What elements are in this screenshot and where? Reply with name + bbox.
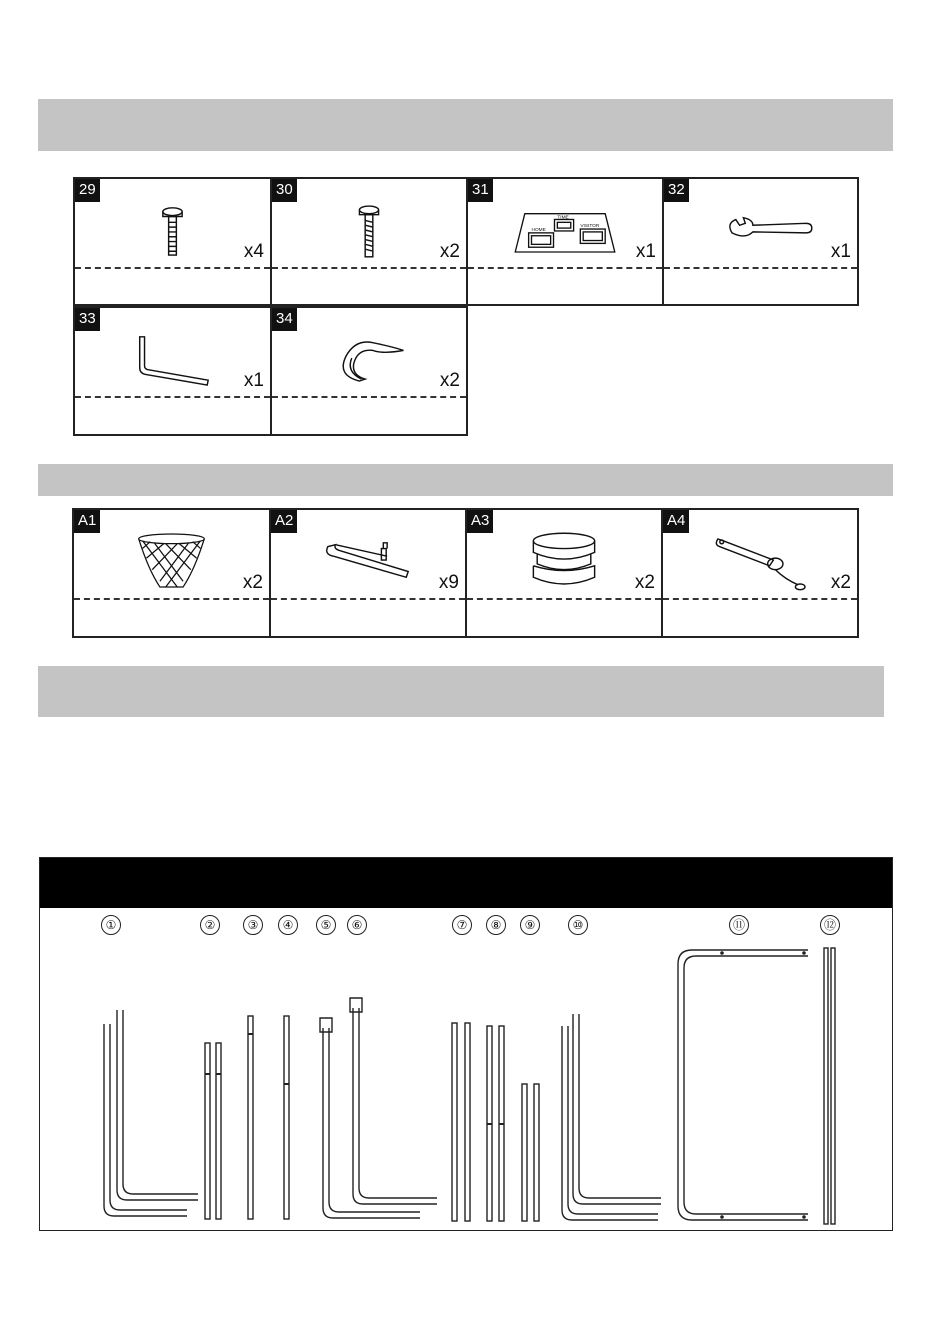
tube-12b: [831, 948, 835, 1224]
part-number-3: ③: [243, 915, 263, 935]
part-quantity: x1: [635, 241, 656, 262]
tube-10c: [573, 1014, 661, 1204]
allen-key-icon: [105, 324, 240, 394]
part-id: 33: [75, 308, 100, 331]
part-number-10: ⑩: [568, 915, 588, 935]
scoreboard-visitor-label: VISITOR: [580, 224, 600, 230]
part-cell-29: [73, 177, 272, 306]
part-number-7: ⑦: [452, 915, 472, 935]
divider: [664, 267, 857, 269]
clip-icon: [301, 526, 435, 596]
divider: [75, 267, 270, 269]
tube-5b: [329, 1028, 420, 1212]
scoreboard-icon: [498, 195, 632, 265]
part-cell-30: [270, 177, 468, 306]
part-number-11: ⑪: [729, 915, 749, 935]
part-quantity: x2: [634, 572, 655, 593]
part-cell-33: [73, 306, 272, 436]
part-number-4: ④: [278, 915, 298, 935]
part-id: 29: [75, 179, 100, 202]
part-id: 32: [664, 179, 689, 202]
tube-6a: [353, 1008, 437, 1204]
tube-6b: [359, 1008, 437, 1198]
part-id: 34: [272, 308, 297, 331]
tube-6-cap: [350, 998, 362, 1012]
tube-10d: [579, 1014, 661, 1198]
part-number-8: ⑧: [486, 915, 506, 935]
tube-7a: [452, 1023, 457, 1221]
part-quantity: x2: [439, 241, 460, 262]
pin-icon: [693, 526, 827, 596]
scoreboard-home-label: HOME: [531, 227, 546, 233]
tube-parts-drawing: [40, 858, 892, 1230]
tube-2b: [216, 1043, 221, 1219]
part-quantity: x1: [243, 370, 264, 391]
wrench-icon: [694, 195, 827, 265]
part-number-6: ⑥: [347, 915, 367, 935]
tube-1b: [110, 1024, 187, 1210]
tube-1d: [123, 1010, 198, 1194]
section-header-bar-3: [38, 666, 884, 717]
divider: [272, 396, 466, 398]
scoreboard-time-label: TIME: [557, 215, 569, 221]
net-icon: [104, 526, 239, 596]
divider: [74, 598, 269, 600]
tube-3: [248, 1016, 253, 1219]
tube-9b: [534, 1084, 539, 1221]
tube-5a: [323, 1028, 420, 1218]
part-id: A4: [663, 510, 689, 533]
section-header-bar-1: [38, 99, 893, 151]
tube-2a: [205, 1043, 210, 1219]
part-cell-32: [662, 177, 859, 306]
part-cell-A2: [269, 508, 467, 638]
part-number-5: ⑤: [316, 915, 336, 935]
part-quantity: x2: [830, 572, 851, 593]
part-quantity: x2: [242, 572, 263, 593]
divider: [663, 598, 857, 600]
tube-10b: [568, 1026, 658, 1214]
tube-11a: [678, 950, 808, 1220]
tube-1c: [117, 1010, 198, 1200]
part-quantity: x1: [830, 241, 851, 262]
part-cell-A4: [661, 508, 859, 638]
divider: [468, 267, 662, 269]
tube-5-cap: [320, 1018, 332, 1032]
part-quantity: x2: [439, 370, 460, 391]
part-number-2: ②: [200, 915, 220, 935]
tube-12a: [824, 948, 828, 1224]
divider: [75, 396, 270, 398]
long-screw-icon: [302, 195, 436, 265]
tube-4: [284, 1016, 289, 1219]
screw-icon: [105, 195, 240, 265]
part-number-1: ①: [101, 915, 121, 935]
part-id: 30: [272, 179, 297, 202]
tube-7b: [465, 1023, 470, 1221]
part-id: 31: [468, 179, 493, 202]
section-header-bar-2: [38, 464, 893, 496]
part-quantity: x9: [438, 572, 459, 593]
part-id: A3: [467, 510, 493, 533]
velcro-strap-icon: [302, 324, 436, 394]
part-cell-34: [270, 306, 468, 436]
tube-parts-panel: [39, 857, 893, 1231]
part-cell-31: [466, 177, 664, 306]
part-number-9: ⑨: [520, 915, 540, 935]
ball-icon: [497, 526, 631, 596]
part-id: A2: [271, 510, 297, 533]
tube-11b: [684, 956, 808, 1214]
tube-9a: [522, 1084, 527, 1221]
tube-10a: [562, 1026, 658, 1220]
divider: [467, 598, 661, 600]
part-number-12: ⑫: [820, 915, 840, 935]
part-id: A1: [74, 510, 100, 533]
divider: [271, 598, 465, 600]
part-quantity: x4: [243, 241, 264, 262]
part-cell-A1: [72, 508, 271, 638]
part-cell-A3: [465, 508, 663, 638]
divider: [272, 267, 466, 269]
